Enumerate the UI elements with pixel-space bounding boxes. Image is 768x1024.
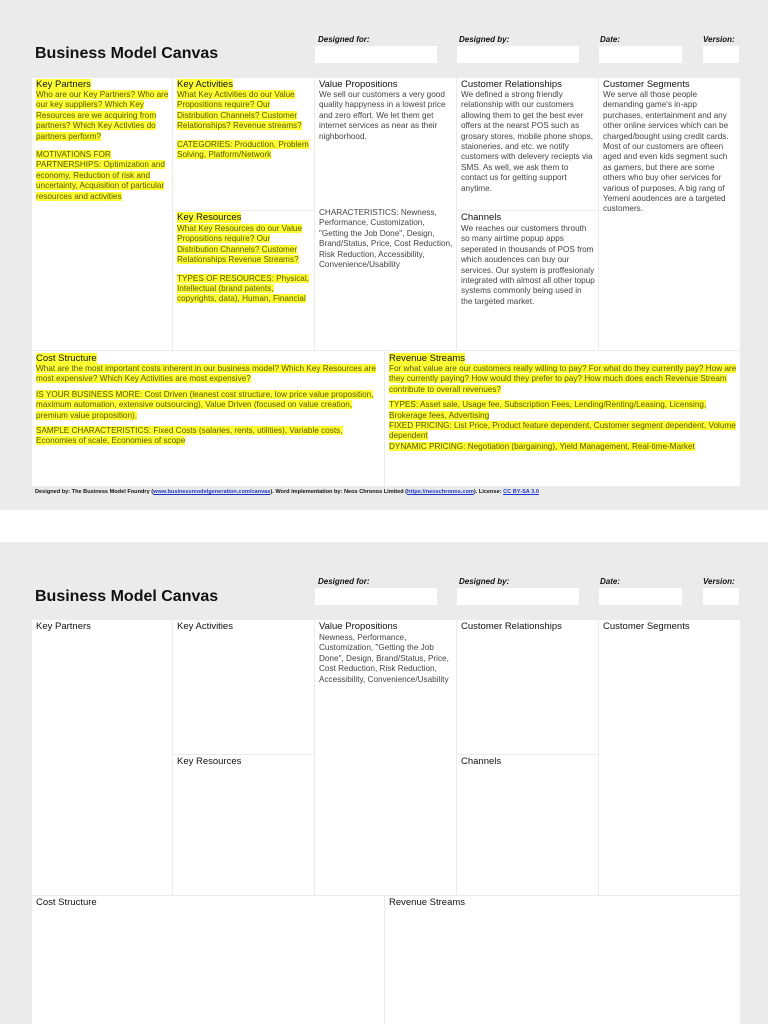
date-field[interactable] (599, 46, 682, 63)
cost-structure-more: IS YOUR BUSINESS MORE: Cost Driven (leanest cost structure, low price value proposition, maximum automation, extensive outsourcing), Value Driven (focused on value creation, premium value proposition). (36, 389, 374, 420)
designed-by-field[interactable] (457, 46, 579, 63)
cost-structure-cell-2[interactable] (32, 896, 384, 1024)
key-activities-title: Key Activities (177, 79, 233, 90)
designed-for-label-2: Designed for: (318, 577, 370, 586)
canvas-page-filled (0, 0, 768, 510)
canvas-title: Business Model Canvas (35, 45, 219, 62)
canvas-title-2: Business Model Canvas (35, 588, 219, 605)
key-resources-cell-2[interactable] (173, 755, 314, 895)
designed-by-field-2[interactable] (457, 588, 579, 605)
customer-relationships-title: Customer Relationships (461, 79, 562, 90)
revenue-streams-fixed: FIXED PRICING: List Price, Product feature dependent, Customer segment dependent, Volume dependent (389, 421, 736, 441)
key-resources-questions: What Key Resources do our Value Propositions require? Our Distribution Channels? Customer Relationships Revenue Streams? (177, 224, 302, 265)
customer-segments-title-2: Customer Segments (603, 621, 690, 632)
designed-by-label: Designed by: (459, 35, 510, 44)
key-activities-cell-2[interactable] (173, 620, 314, 754)
customer-segments-cell-2[interactable] (599, 620, 740, 895)
key-partners-cell[interactable] (32, 78, 172, 350)
value-propositions-title-2: Value Propositions (319, 621, 398, 632)
revenue-streams-cell-2[interactable] (385, 896, 740, 1024)
revenue-streams-cell[interactable] (385, 351, 740, 486)
license-link[interactable]: CC BY-SA 3.0 (503, 489, 539, 495)
revenue-streams-dynamic: DYNAMIC PRICING: Negotiation (bargaining), Yield Management, Real-time-Market (389, 441, 695, 451)
designed-for-field-2[interactable] (315, 588, 437, 605)
customer-relationships-text: We defined a strong friendly relationship with our customers allowing them to get the best ever offers at the nearst POS such as grosary stores, mobile phone shops, staioneries, and etc. we notify customers with delevery reciepts via SMS. As well, we ask them to contact us for getting support anytime. (461, 90, 593, 193)
key-activities-title-2: Key Activities (177, 621, 233, 632)
designed-by-label-2: Designed by: (459, 577, 510, 586)
designed-for-field[interactable] (315, 46, 437, 63)
customer-relationships-title-2: Customer Relationships (461, 621, 562, 632)
key-activities-questions: What Key Activities do our Value Propositions require? Our Distribution Channels? Customer Relationships? Revenue streams? (177, 90, 302, 131)
revenue-streams-types: TYPES: Asset sale, Usage fee, Subscription Fees, Lending/Renting/Leasing, Licensing, Brokerage fees, Advertising (389, 400, 707, 420)
date-label-2: Date: (600, 577, 621, 586)
cost-structure-title-2: Cost Structure (36, 897, 97, 908)
value-propositions-text: We sell our customers a very good quality happyness in a lowest price and zero effort. We let them get internet services as near as their nighborhood. (319, 90, 446, 141)
revenue-streams-questions: For what value are our customers really willing to pay? For what do they currently pay? How are they currently paying? How would they prefer to pay? How much does each Revenue Stream contribute to overall revenues? (389, 364, 737, 394)
key-activities-cell[interactable] (173, 78, 314, 210)
canvas-page-blank (0, 542, 768, 1024)
key-resources-types: TYPES OF RESOURCES: Physical, Intellectual (brand patents, copyrights, data), Human, Financial (177, 273, 309, 304)
value-propositions-cell[interactable] (315, 78, 456, 350)
version-field-2[interactable] (703, 588, 739, 605)
key-partners-questions: Who are our Key Partners? Who are our key suppliers? Which Key Resources are we acquiring from partners? Which Key Activties do partners perform? (36, 90, 169, 141)
channels-text: We reaches our customers throuth so many airtime popup apps seperated in thousands of POS from which aoudences can buy our services. Our system is proffesionaly integrated with almost all other topup systems commonly being used in the targeted market. (461, 224, 595, 306)
date-field-2[interactable] (599, 588, 682, 605)
version-label: Version: (703, 35, 735, 44)
value-propositions-characteristics: CHARACTERISTICS: Newness, Performance, Customization, "Getting the Job Done", Design, Brand/Status, Price, Cost Reduction, Risk Reduction, Accessibility, Convenience/Usability (319, 208, 453, 270)
key-partners-motivations: MOTIVATIONS FOR PARTNERSHIPS: Optimization and economy, Reduction of risk and uncertainty, Acquisition of particular resources and activities (36, 150, 165, 201)
cost-structure-title: Cost Structure (36, 353, 97, 364)
revenue-streams-title-2: Revenue Streams (389, 897, 466, 908)
cost-structure-cell[interactable] (32, 351, 384, 486)
channels-title-2: Channels (461, 756, 502, 767)
key-partners-title-2: Key Partners (36, 621, 91, 632)
date-label: Date: (600, 35, 621, 44)
customer-segments-cell[interactable] (599, 78, 740, 350)
customer-segments-title: Customer Segments (603, 79, 690, 90)
key-resources-title-2: Key Resources (177, 756, 242, 767)
value-propositions-text-2: Newness, Performance, Customization, "Getting the Job Done", Design, Brand/Status, Price, Cost Reduction, Risk Reduction, Accessibility, Convenience/Usability (319, 633, 449, 684)
customer-relationships-cell[interactable] (457, 78, 598, 210)
key-resources-title: Key Resources (177, 212, 242, 223)
key-partners-cell-2[interactable] (32, 620, 172, 895)
channels-cell[interactable] (457, 211, 598, 350)
channels-cell-2[interactable] (457, 755, 598, 895)
designed-for-label: Designed for: (318, 35, 370, 44)
key-activities-categories: CATEGORIES: Production, Problem Solving, Platform/Network (177, 139, 309, 160)
key-partners-title: Key Partners (36, 79, 91, 90)
value-propositions-cell-2[interactable] (315, 620, 456, 895)
neoschronos-link[interactable]: https://neoschronos.com (407, 489, 474, 495)
channels-title: Channels (461, 212, 502, 223)
key-resources-cell[interactable] (173, 211, 314, 350)
value-propositions-title: Value Propositions (319, 79, 398, 90)
canvas-footer: Designed by: The Business Model Foundry (www.businessmodelgeneration.com/canvas). Word implementation by: Neos Chronos Limited (https://neoschronos.com). License: CC BY-SA 3.0 (35, 489, 539, 495)
cost-structure-questions: What are the most important costs inherent in our business model? Which Key Resources are most expensive? Which Key Activities are most expensive? (36, 364, 376, 384)
customer-segments-text: We serve all those people demanding game's in-app purchases, entertainment and any other online services which can be charged/bought using credit cards. Most of our customers are ofteen aged and even kids segment such as gamers, but there are some others who buy oher services for various of purposes. A big rang of Yemeni aoudences are a targeted customers. (603, 90, 729, 214)
version-field[interactable] (703, 46, 739, 63)
cost-structure-sample: SAMPLE CHARACTERISTICS: Fixed Costs (salaries, rents, utilities), Variable costs, Economies of scale, Economies of scope (36, 426, 343, 446)
businessmodelgeneration-link[interactable]: www.businessmodelgeneration.com/canvas (153, 489, 271, 495)
version-label-2: Version: (703, 577, 735, 586)
revenue-streams-title: Revenue Streams (389, 353, 466, 364)
customer-relationships-cell-2[interactable] (457, 620, 598, 754)
